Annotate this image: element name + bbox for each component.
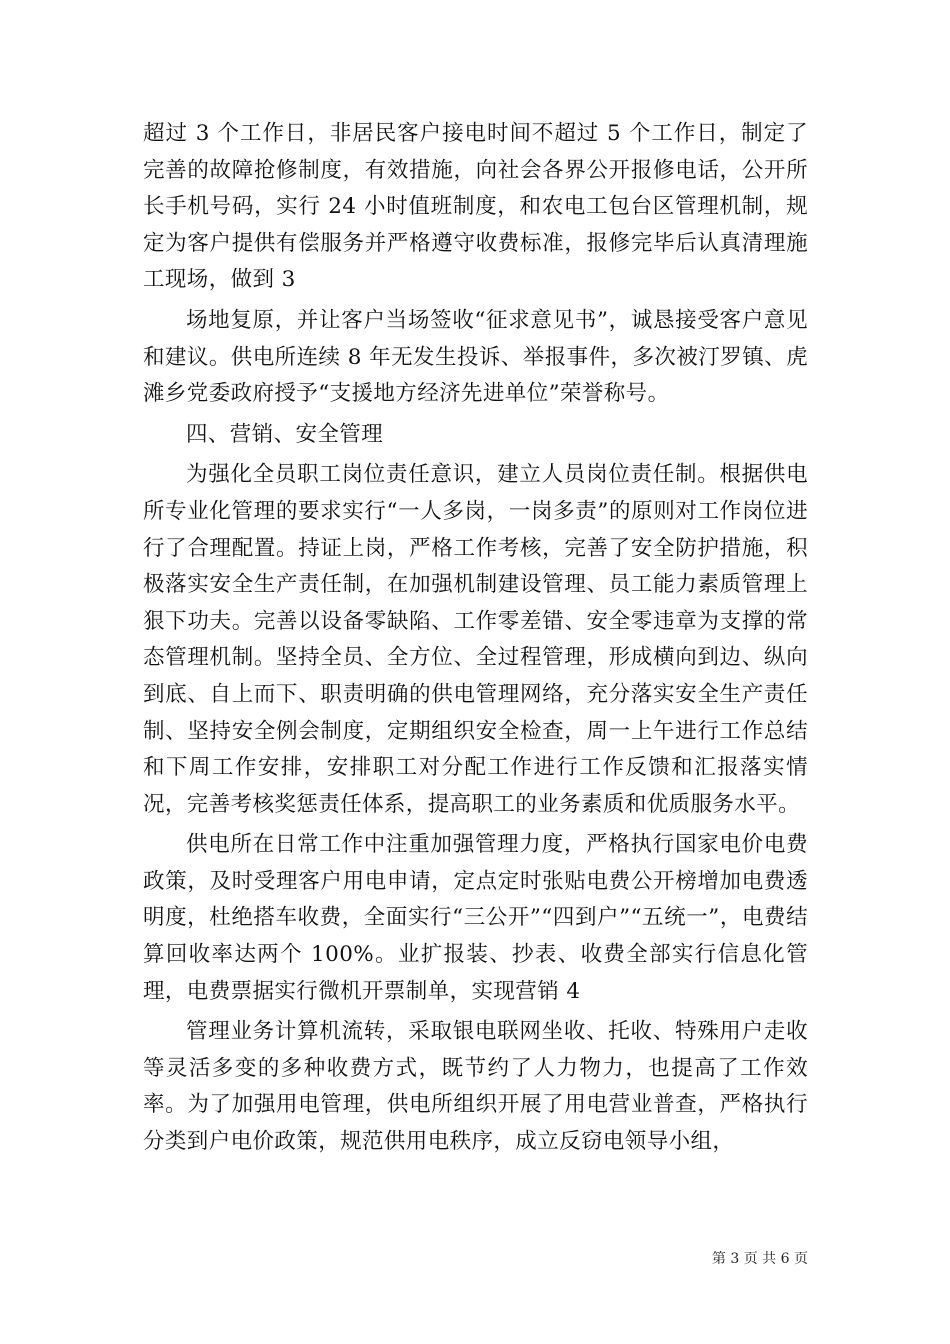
paragraph-1: 超过 3 个工作日，非居民客户接电时间不超过 5 个工作日，制定了完善的故障抢修制度，有效措施，向社会各界公开报修电话，公开所长手机号码，实行 24 小时值班制度，和农电工包台区管理机制，规定为客户提供有偿服务并严格遵守收费标准，报修完毕后认真清理施工现场，做到 3 xyxy=(143,121,808,293)
paragraph-2: 场地复原，并让客户当场签收“征求意见书”，诚恳接受客户意见和建议。供电所连续 8 年无发生投诉、举报事件，多次被汀罗镇、虎滩乡党委政府授予“支援地方经济先进单位”荣誉称号。 xyxy=(143,307,808,407)
paragraph-5: 管理业务计算机流转，采取银电联网坐收、托收、特殊用户走收等灵活多变的多种收费方式，既节约了人力物力，也提高了工作效率。为了加强用电管理，供电所组织开展了用电营业普查，严格执行分类到户电价政策，规范供用电秩序，成立反窃电领导小组， xyxy=(143,1019,808,1155)
paragraph-3: 为强化全员职工岗位责任意识，建立人员岗位责任制。根据供电所专业化管理的要求实行“一人多岗，一岗多责”的原则对工作岗位进行了合理配置。持证上岗，严格工作考核，完善了安全防护措施，积极落实安全生产责任制，在加强机制建设管理、员工能力素质管理上狠下功夫。完善以设备零缺陷、工作零差错、安全零违章为支撑的常态管理机制。坚持全员、全方位、全过程管理，形成横向到边、纵向到底、自上而下、职责明确的供电管理网络，充分落实安全生产责任制、坚持安全例会制度，定期组织安全检查，周一上午进行工作总结和下周工作安排，安排职工对分配工作进行工作反馈和汇报落实情况，完善考核奖惩责任体系，提高职工的业务素质和优质服务水平。 xyxy=(143,462,808,817)
section-heading: 四、营销、安全管理 xyxy=(186,421,384,447)
page-number: 第 3 页 共 6 页 xyxy=(711,1251,808,1267)
document-body xyxy=(143,116,808,1165)
paragraph-4: 供电所在日常工作中注重加强管理力度，严格执行国家电价电费政策，及时受理客户用电申请，定点定时张贴电费公开榜增加电费透明度，杜绝搭车收费，全面实行“三公开”“四到户”“五统一”，电费结算回收率达两个 100%。业扩报装、抄表、收费全部实行信息化管理，电费票据实行微机开票制单，实现营销 4 xyxy=(143,832,808,1004)
